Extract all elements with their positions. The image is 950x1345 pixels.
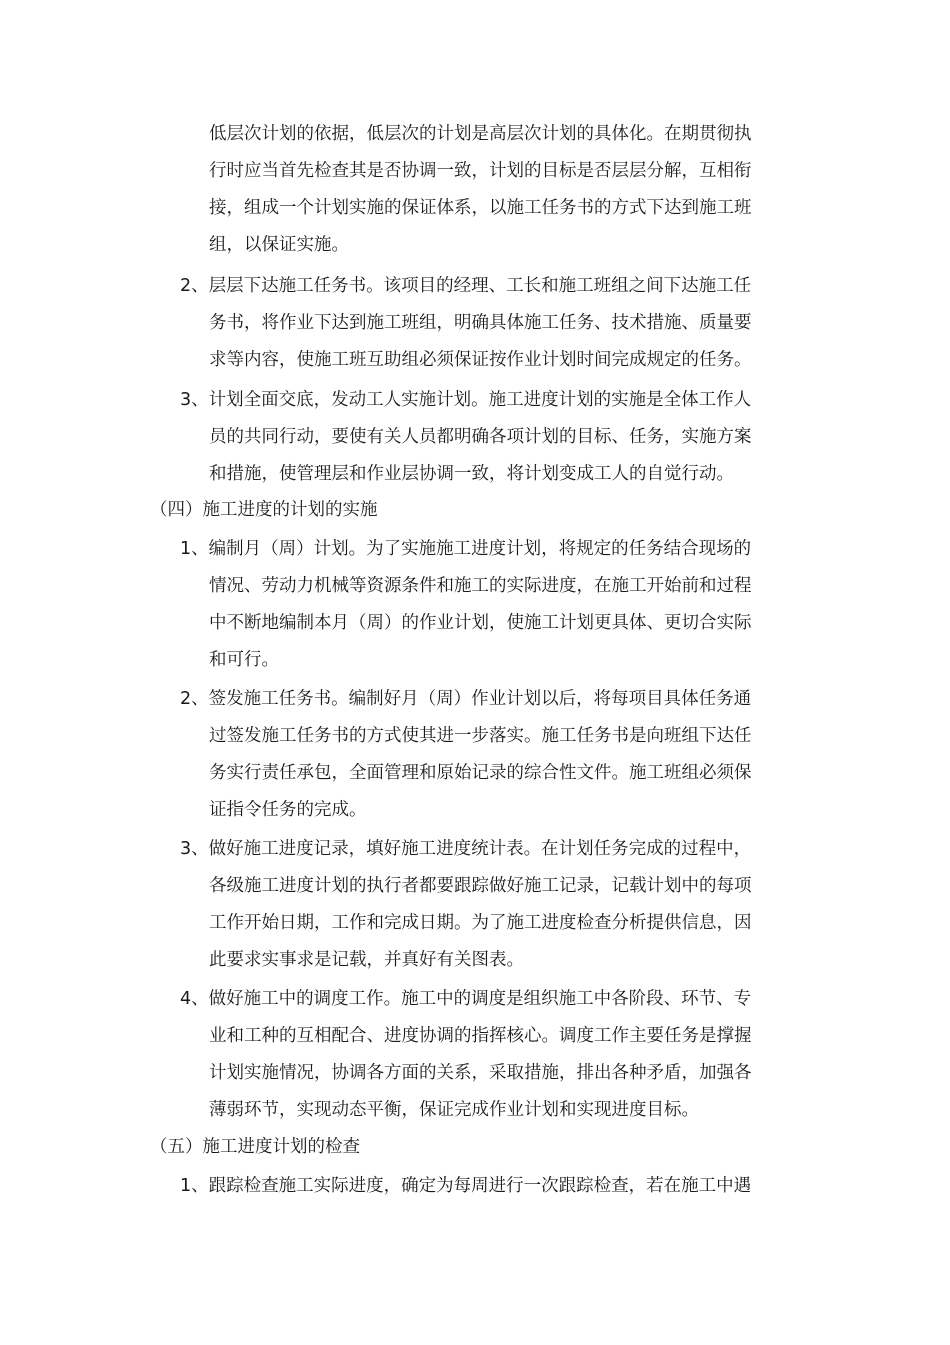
paragraph-line: 薄弱环节，实现动态平衡，保证完成作业计划和实现进度目标。 — [209, 1100, 699, 1120]
list-item-line: 2、层层下达施工任务书。该项目的经理、工长和施工班组之间下达施工任 — [180, 276, 752, 296]
paragraph-line: 工作开始日期，工作和完成日期。为了施工进度检查分析提供信息，因 — [209, 913, 752, 933]
paragraph-line: 证指令任务的完成。 — [209, 800, 367, 820]
paragraph-line: 计划实施情况，协调各方面的关系，采取措施，排出各种矛盾，加强各 — [209, 1063, 752, 1083]
list-item-line: 3、计划全面交底，发动工人实施计划。施工进度计划的实施是全体工作人 — [180, 390, 752, 410]
paragraph-line: 和措施，使管理层和作业层协调一致，将计划变成工人的自觉行动。 — [209, 464, 734, 484]
paragraph-line: 务实行责任承包，全面管理和原始记录的综合性文件。施工班组必须保 — [209, 763, 752, 783]
paragraph-line: 行时应当首先检查其是否协调一致，计划的目标是否层层分解，互相衔 — [209, 161, 752, 181]
list-item-line: 2、签发施工任务书。编制好月（周）作业计划以后，将每项目具体任务通 — [180, 689, 752, 709]
paragraph-line: 情况、劳动力机械等资源条件和施工的实际进度，在施工开始前和过程 — [209, 576, 752, 596]
paragraph-line: 和可行。 — [209, 650, 279, 670]
paragraph-line: 务书，将作业下达到施工班组，明确具体施工任务、技术措施、质量要 — [209, 313, 752, 333]
paragraph-line: 低层次计划的依据，低层次的计划是高层次计划的具体化。在期贯彻执 — [209, 124, 752, 144]
paragraph-line: 求等内容，使施工班互助组必须保证按作业计划时间完成规定的任务。 — [209, 350, 752, 370]
section-heading: （五）施工进度计划的检查 — [150, 1137, 360, 1157]
paragraph-line: 业和工种的互相配合、进度协调的指挥核心。调度工作主要任务是撑握 — [209, 1026, 752, 1046]
list-item-line: 4、做好施工中的调度工作。施工中的调度是组织施工中各阶段、环节、专 — [180, 989, 752, 1009]
list-item-line: 1、编制月（周）计划。为了实施施工进度计划，将规定的任务结合现场的 — [180, 539, 752, 559]
paragraph-line: 中不断地编制本月（周）的作业计划，使施工计划更具体、更切合实际 — [209, 613, 752, 633]
paragraph-line: 组，以保证实施。 — [209, 235, 349, 255]
list-item-line: 3、做好施工进度记录，填好施工进度统计表。在计划任务完成的过程中， — [180, 839, 752, 859]
paragraph-line: 过签发施工任务书的方式使其进一步落实。施工任务书是向班组下达任 — [209, 726, 752, 746]
paragraph-line: 接，组成一个计划实施的保证体系，以施工任务书的方式下达到施工班 — [209, 198, 752, 218]
paragraph-line: 各级施工进度计划的执行者都要跟踪做好施工记录，记载计划中的每项 — [209, 876, 752, 896]
paragraph-line: 此要求实事求是记载，并真好有关图表。 — [209, 950, 524, 970]
section-heading: （四）施工进度的计划的实施 — [150, 500, 378, 520]
paragraph-line: 员的共同行动，要使有关人员都明确各项计划的目标、任务，实施方案 — [209, 427, 752, 447]
list-item-line: 1、跟踪检查施工实际进度，确定为每周进行一次跟踪检查，若在施工中遇 — [180, 1176, 752, 1196]
